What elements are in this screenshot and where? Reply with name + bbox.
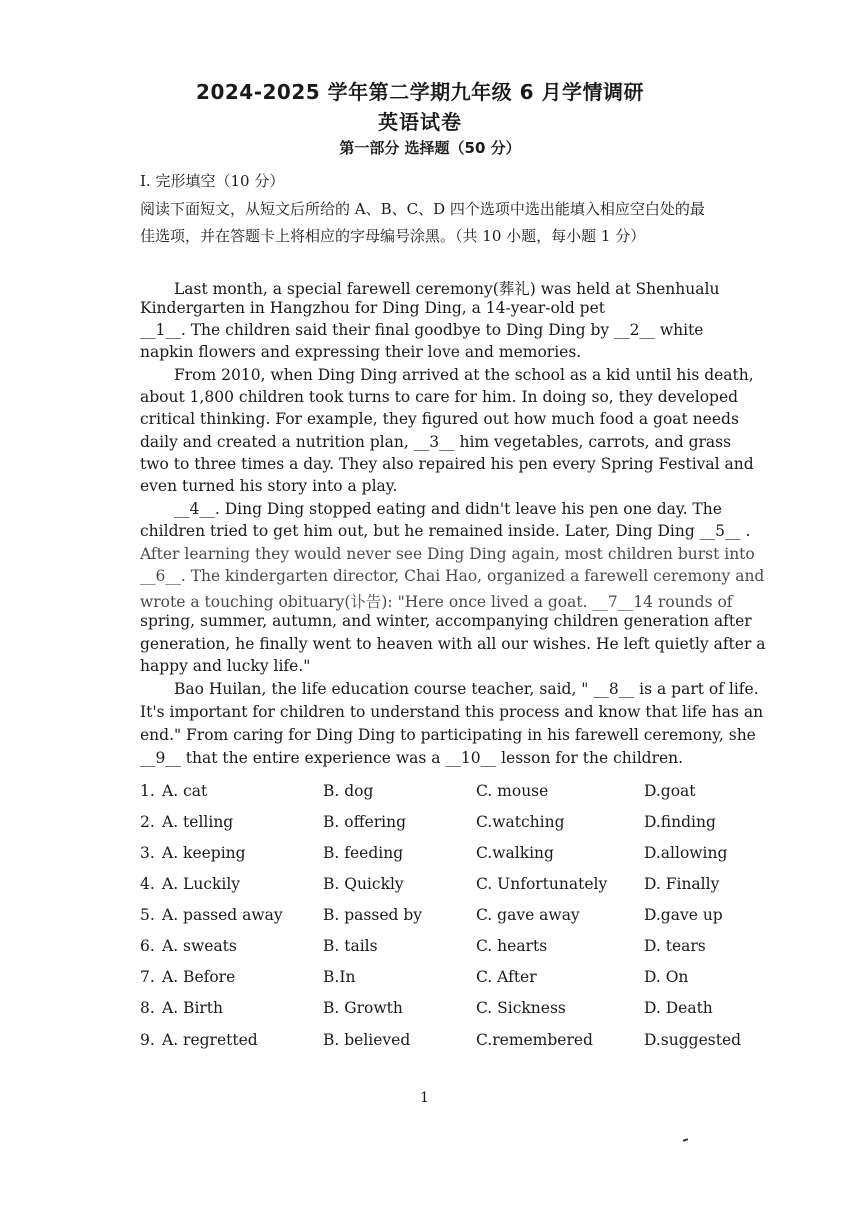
option-c[interactable]: C.remembered <box>476 1031 593 1049</box>
option-b[interactable]: B. feeding <box>323 844 404 862</box>
question-row <box>140 968 760 998</box>
option-c[interactable]: C. After <box>476 968 537 986</box>
option-d[interactable]: D.finding <box>644 813 716 831</box>
passage-line: Kindergarten in Hangzhou for Ding Ding, a 14-year-old pet <box>140 299 605 317</box>
option-d[interactable]: D. Death <box>644 999 713 1017</box>
option-a[interactable]: A. passed away <box>162 906 283 924</box>
option-a[interactable]: A. Luckily <box>162 875 241 893</box>
option-b[interactable]: B. offering <box>323 813 407 831</box>
option-c[interactable]: C. Unfortunately <box>476 875 608 893</box>
option-c[interactable]: C. gave away <box>476 906 580 924</box>
question-number: 7. <box>140 968 155 986</box>
option-c[interactable]: C. mouse <box>476 782 549 800</box>
option-a[interactable]: A. Birth <box>162 999 224 1017</box>
passage-line: It's important for children to understand this process and know that life has an <box>140 703 764 721</box>
passage-line: Bao Huilan, the life education course teacher, said, " __8__ is a part of life. <box>174 680 759 698</box>
question-number: 2. <box>140 813 155 831</box>
option-b[interactable]: B.In <box>323 968 356 986</box>
question-row <box>140 906 760 936</box>
option-a[interactable]: A. regretted <box>162 1031 258 1049</box>
option-b[interactable]: B. Growth <box>323 999 403 1017</box>
question-number: 4. <box>140 875 155 893</box>
option-b[interactable]: B. tails <box>323 937 378 955</box>
passage-line: Last month, a special farewell ceremony(葬礼) was held at Shenhualu <box>174 280 720 298</box>
page-number: 1 <box>420 1090 429 1106</box>
option-a[interactable]: A. keeping <box>162 844 246 862</box>
option-a[interactable]: A. telling <box>162 813 234 831</box>
option-a[interactable]: A. Before <box>162 968 236 986</box>
option-b[interactable]: B. dog <box>323 782 374 800</box>
option-a[interactable]: A. cat <box>162 782 208 800</box>
option-b[interactable]: B. believed <box>323 1031 411 1049</box>
passage-line: __1__. The children said their final goodbye to Ding Ding by __2__ white <box>140 321 704 339</box>
exam-title: 2024-2025 学年第二学期九年级 6 月学情调研 <box>196 80 644 104</box>
option-c[interactable]: C. hearts <box>476 937 548 955</box>
option-d[interactable]: D.goat <box>644 782 696 800</box>
option-d[interactable]: D. On <box>644 968 689 986</box>
question-row <box>140 844 760 874</box>
passage-line: happy and lucky life." <box>140 657 311 675</box>
option-b[interactable]: B. passed by <box>323 906 423 924</box>
passage-line: __4__. Ding Ding stopped eating and didn't leave his pen one day. The <box>174 500 722 518</box>
question-row <box>140 1031 760 1061</box>
passage-line: napkin flowers and expressing their love and memories. <box>140 343 582 361</box>
passage-line: daily and created a nutrition plan, __3__ him vegetables, carrots, and grass <box>140 433 732 451</box>
part-heading: 第一部分 选择题（50 分） <box>339 139 521 157</box>
question-row <box>140 813 760 843</box>
passage-line: __6__. The kindergarten director, Chai Hao, organized a farewell ceremony and <box>140 567 765 585</box>
option-d[interactable]: D. Finally <box>644 875 720 893</box>
passage-line: even turned his story into a play. <box>140 477 398 495</box>
question-number: 1. <box>140 782 155 800</box>
exam-subtitle: 英语试卷 <box>378 110 462 134</box>
question-number: 8. <box>140 999 155 1017</box>
question-row <box>140 875 760 905</box>
passage-line: wrote a touching obituary(讣告): "Here once lived a goat. __7__14 rounds of <box>140 593 733 611</box>
passage-line: From 2010, when Ding Ding arrived at the school as a kid until his death, <box>174 366 754 384</box>
passage-line: __9__ that the entire experience was a __10__ lesson for the children. <box>140 749 684 767</box>
option-d[interactable]: D.allowing <box>644 844 728 862</box>
passage-line: spring, summer, autumn, and winter, accompanying children generation after <box>140 612 752 630</box>
question-number: 5. <box>140 906 155 924</box>
scan-speck <box>683 1138 688 1142</box>
passage-line: two to three times a day. They also repaired his pen every Spring Festival and <box>140 455 754 473</box>
passage-line: After learning they would never see Ding Ding again, most children burst into <box>140 545 755 563</box>
option-a[interactable]: A. sweats <box>162 937 237 955</box>
option-d[interactable]: D.gave up <box>644 906 723 924</box>
option-d[interactable]: D. tears <box>644 937 706 955</box>
passage-line: children tried to get him out, but he remained inside. Later, Ding Ding __5__ . <box>140 522 751 540</box>
question-number: 3. <box>140 844 155 862</box>
option-c[interactable]: C.walking <box>476 844 554 862</box>
option-c[interactable]: C.watching <box>476 813 565 831</box>
passage-line: end." From caring for Ding Ding to participating in his farewell ceremony, she <box>140 726 756 744</box>
section-instructions: 阅读下面短文，从短文后所给的 A、B、C、D 四个选项中选出能填入相应空白处的最佳选项，并在答题卡上将相应的字母编号涂黑。（共 10 小题，每小题 1 分） <box>140 200 705 245</box>
question-number: 6. <box>140 937 155 955</box>
option-d[interactable]: D.suggested <box>644 1031 742 1049</box>
passage-line: critical thinking. For example, they figured out how much food a goat needs <box>140 410 739 428</box>
question-row <box>140 782 760 812</box>
option-c[interactable]: C. Sickness <box>476 999 566 1017</box>
passage-line: about 1,800 children took turns to care for him. In doing so, they developed <box>140 388 739 406</box>
passage-line: generation, he finally went to heaven with all our wishes. He left quietly after a <box>140 635 766 653</box>
question-number: 9. <box>140 1031 155 1049</box>
section-heading: I. 完形填空（10 分） <box>140 172 285 190</box>
question-row <box>140 937 760 967</box>
option-b[interactable]: B. Quickly <box>323 875 404 893</box>
question-row <box>140 999 760 1029</box>
